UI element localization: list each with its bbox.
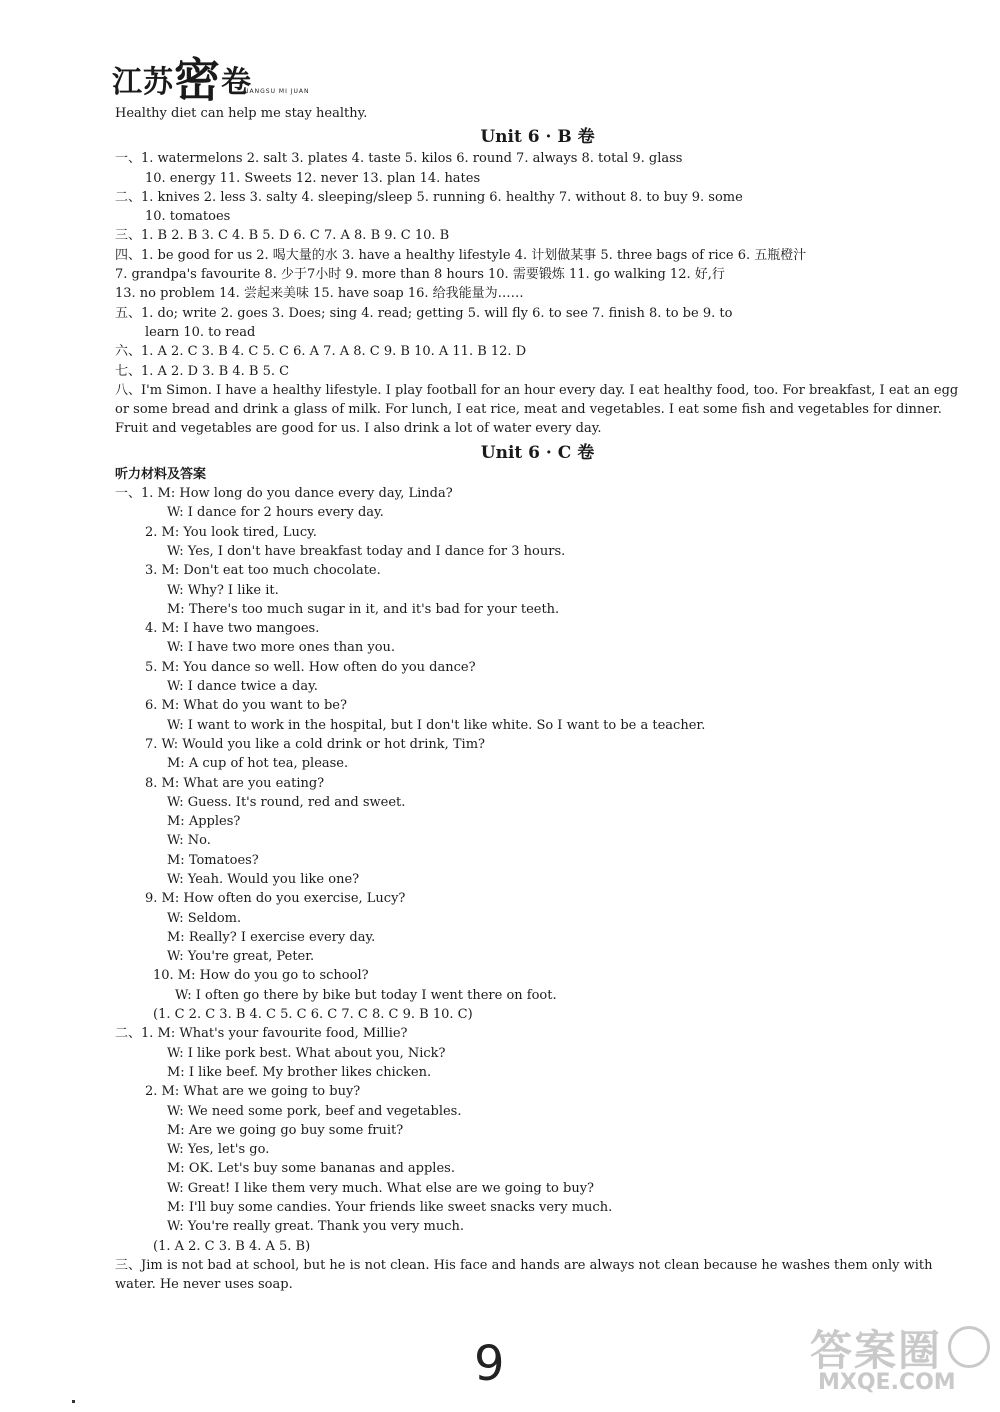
answer-line: 7. W: Would you like a cold drink or hot drink, Tim? bbox=[145, 736, 486, 752]
answer-line: W: We need some pork, beef and vegetables. bbox=[167, 1103, 462, 1119]
unit-b-title: Unit 6 · B 卷 bbox=[480, 127, 595, 148]
answer-line: W: You're great, Peter. bbox=[167, 949, 315, 965]
unit-b-essay: 八、I'm Simon. I have a healthy lifestyle. I play football for an hour every day. I eat healthy food, too. For breakfast, I eat an egg or some bread and drink a glass of milk. For lunch, I eat rice, meat and vegetables. I eat some fish and vegetables for dinner. Fruit and vegetables are good for us. I also drink a lot of water every day. bbox=[115, 382, 959, 437]
answer-line: 13. no problem 14. 尝起来美味 15. have soap 16. 给我能量为…… bbox=[115, 286, 524, 302]
answer-line: W: I want to work in the hospital, but I don't like white. So I want to be a teacher. bbox=[167, 717, 706, 733]
answer-line: 3. M: Don't eat too much chocolate. bbox=[145, 563, 381, 579]
answer-line: 5. M: You dance so well. How often do you dance? bbox=[145, 659, 476, 675]
answer-line: W: Seldom. bbox=[167, 910, 242, 926]
answer-line: W: Guess. It's round, red and sweet. bbox=[167, 794, 406, 810]
answer-line: (1. A 2. C 3. B 4. A 5. B) bbox=[153, 1238, 311, 1254]
listening-part-3: 三、Jim is not bad at school, but he is not clean. His face and hands are always not clean because he washes them only with water. He never uses soap. bbox=[115, 1257, 933, 1293]
answer-line: W: Yeah. Would you like one? bbox=[167, 871, 360, 887]
answer-line: 五、1. do; write 2. goes 3. Does; sing 4. read; getting 5. will fly 6. to see 7. finish 8. to be 9. to bbox=[115, 305, 733, 321]
answer-line: 二、1. M: What's your favourite food, Millie? bbox=[115, 1026, 408, 1042]
listening-part-1 bbox=[115, 484, 960, 1024]
answer-line: 4. M: I have two mangoes. bbox=[145, 621, 320, 637]
answer-line: M: Apples? bbox=[167, 814, 241, 830]
answer-line: 9. M: How often do you exercise, Lucy? bbox=[145, 891, 406, 907]
page-number: 9 bbox=[474, 1336, 505, 1392]
ink-dot bbox=[72, 1400, 75, 1403]
answer-line: learn 10. to read bbox=[145, 324, 256, 340]
answer-line: 7. grandpa's favourite 8. 少于7小时 9. more than 8 hours 10. 需要锻炼 11. go walking 12. 好,行 bbox=[115, 267, 725, 283]
unit-c-title: Unit 6 · C 卷 bbox=[480, 442, 595, 463]
answer-line: 四、1. be good for us 2. 喝大量的水 3. have a healthy lifestyle 4. 计划做某事 5. three bags of rice 6. 五瓶橙汁 bbox=[115, 247, 807, 263]
answer-line: W: You're really great. Thank you very much. bbox=[167, 1219, 464, 1235]
brand-header bbox=[112, 40, 352, 107]
answer-line: W: I dance twice a day. bbox=[167, 679, 318, 695]
answer-line: M: I'll buy some candies. Your friends like sweet snacks very much. bbox=[167, 1200, 613, 1216]
intro-line: Healthy diet can help me stay healthy. bbox=[115, 106, 368, 121]
answer-line: M: I like beef. My brother likes chicken. bbox=[167, 1064, 432, 1080]
answer-line: W: Yes, let's go. bbox=[167, 1142, 270, 1158]
answer-line: W: I have two more ones than you. bbox=[167, 640, 396, 656]
answer-line: 一、1. M: How long do you dance every day, Linda? bbox=[115, 486, 453, 502]
answer-line: W: I like pork best. What about you, Nick? bbox=[167, 1045, 446, 1061]
answer-line: 10. tomatoes bbox=[145, 209, 231, 225]
watermark-logo: 答案圈 MXQE.COM bbox=[810, 1318, 990, 1408]
answer-line: 七、1. A 2. D 3. B 4. B 5. C bbox=[115, 363, 290, 379]
answer-line: W: Yes, I don't have breakfast today and I dance for 3 hours. bbox=[167, 543, 566, 559]
answer-line: 一、1. watermelons 2. salt 3. plates 4. taste 5. kilos 6. round 7. always 8. total 9. glass bbox=[115, 151, 683, 167]
listening-part-2 bbox=[115, 1024, 960, 1256]
answer-line: 8. M: What are you eating? bbox=[145, 775, 325, 791]
answer-line: M: Really? I exercise every day. bbox=[167, 929, 376, 945]
answer-line: W: Why? I like it. bbox=[167, 582, 279, 598]
answer-line: 2. M: What are we going to buy? bbox=[145, 1084, 361, 1100]
answer-line: W: Great! I like them very much. What else are we going to buy? bbox=[167, 1180, 595, 1196]
answer-line: 二、1. knives 2. less 3. salty 4. sleeping/sleep 5. running 6. healthy 7. without 8. to buy 9. some bbox=[115, 189, 743, 205]
answer-line: 10. M: How do you go to school? bbox=[153, 968, 369, 984]
answer-line: 三、1. B 2. B 3. C 4. B 5. D 6. C 7. A 8. B 9. C 10. B bbox=[115, 228, 450, 244]
answer-line: 6. M: What do you want to be? bbox=[145, 698, 347, 714]
listening-heading: 听力材料及答案 bbox=[115, 466, 207, 482]
brand-subtitle: JIANGSU MI JUAN bbox=[244, 88, 310, 95]
answer-line: M: OK. Let's buy some bananas and apples. bbox=[167, 1161, 455, 1177]
answer-line: M: A cup of hot tea, please. bbox=[167, 756, 349, 772]
answer-line: M: Are we going go buy some fruit? bbox=[167, 1122, 404, 1138]
answer-content bbox=[115, 104, 960, 1295]
answer-line: M: There's too much sugar in it, and it's bad for your teeth. bbox=[167, 601, 560, 617]
answer-line: 10. energy 11. Sweets 12. never 13. plan 14. hates bbox=[145, 170, 481, 186]
watermark-ring-icon bbox=[948, 1326, 990, 1368]
answer-line: W: I often go there by bike but today I went there on foot. bbox=[175, 987, 557, 1003]
answer-line: (1. C 2. C 3. B 4. C 5. C 6. C 7. C 8. C 9. B 10. C) bbox=[153, 1007, 473, 1023]
answer-line: W: I dance for 2 hours every day. bbox=[167, 505, 384, 521]
answer-line: 六、1. A 2. C 3. B 4. C 5. C 6. A 7. A 8. C 9. B 10. A 11. B 12. D bbox=[115, 344, 527, 360]
brand-logo: 江苏密卷 bbox=[112, 53, 252, 107]
answer-line: M: Tomatoes? bbox=[167, 852, 259, 868]
unit-b-answers bbox=[115, 149, 960, 381]
answer-line: 2. M: You look tired, Lucy. bbox=[145, 524, 317, 540]
answer-line: W: No. bbox=[167, 833, 211, 849]
